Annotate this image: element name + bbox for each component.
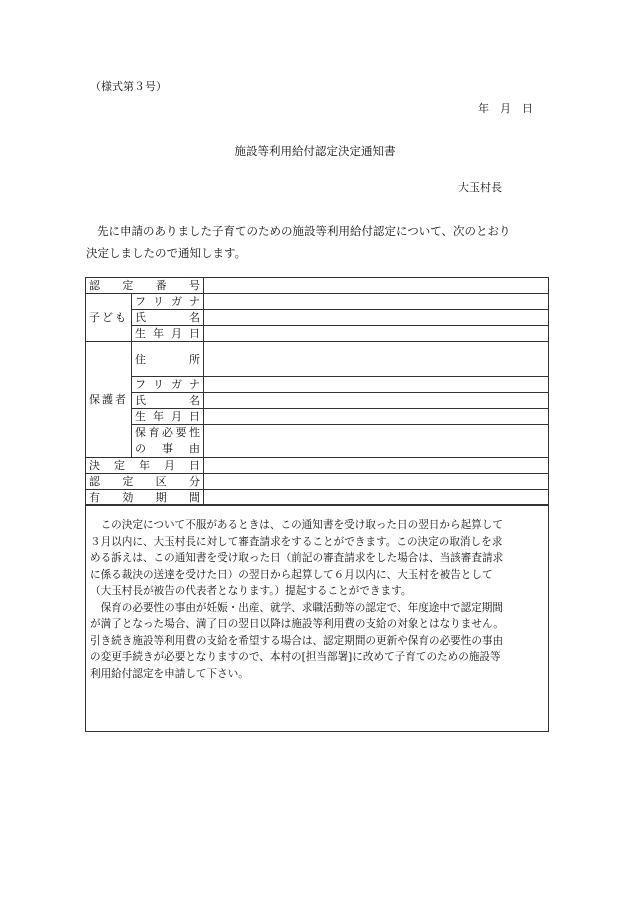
notice-line: この決定について不服があるときは、この通知書を受け取った日の翌日から起算して [90,519,503,531]
notice-line: 利用給付認定を申請して下さい。 [90,667,249,680]
label-validity-period: 有 効 期 間 [86,490,204,506]
notice-line: に係る裁決の送達を受けた日）の翌日から起算して６月以内に、大玉村を被告として [90,568,493,581]
value-cert-category[interactable] [204,474,549,490]
notice-line: の変更手続きが必要となりますので、本村の[担当部署]に改めて子育てのための施設等 [90,651,501,663]
value-child-furigana[interactable] [204,294,549,310]
row-guardian-furigana [86,377,549,393]
label-cert-number: 認 定 番 号 [86,278,204,294]
value-decision-date[interactable] [204,458,549,474]
value-child-birthdate[interactable] [204,326,549,342]
label-child-name: 氏 名 [132,310,204,326]
notice-line: （大玉村長が被告の代表者となります。）提起することができます。 [90,585,412,597]
value-guardian-name[interactable] [204,393,549,409]
row-cert-number [86,278,549,294]
label-guardian-address: 住 所 [132,342,204,377]
row-guardian-address [86,342,549,377]
notice-line: 保育の必要性の事由が妊娠・出産、就学、求職活動等の認定で、年度途中で認定期間 [90,601,503,614]
row-child-furigana [86,294,549,310]
value-cert-number[interactable] [204,278,549,294]
document-title: 施設等利用給付認定決定通知書 [234,144,396,158]
label-guardian-birthdate: 生 年 月 日 [132,409,204,425]
issuer: 大玉村長 [458,181,502,194]
value-guardian-furigana[interactable] [204,377,549,393]
notice-text [90,517,546,682]
value-guardian-birthdate[interactable] [204,409,549,425]
group-guardian: 保護者 [86,342,132,458]
notice-line: 引き続き施設等利用費の支給を希望する場合は、認定期間の更新や保育の必要性の事由 [90,634,504,647]
label-decision-date: 決 定 年 月 日 [86,458,204,474]
date-line: 年 月 日 [478,102,533,115]
row-guardian-reason [86,425,549,458]
notice-box [85,504,549,732]
value-child-name[interactable] [204,310,549,326]
label-guardian-reason: 保 育 必 要 性 の 事 由 [132,425,204,458]
notice-line: が満了となった場合、満了日の翌日以降は施設等利用費の支給の対象とはなりません。 [90,618,504,630]
value-guardian-reason[interactable] [204,425,549,458]
row-child-birthdate [86,326,549,342]
label-guardian-name: 氏 名 [132,393,204,409]
label-guardian-furigana: フ リ ガ ナ [132,377,204,393]
label-cert-category: 認 定 区 分 [86,474,204,490]
notice-line: める訴えは、この通知書を受け取った日（前記の審査請求をした場合は、当該審査請求 [90,552,504,564]
certification-table [85,277,549,506]
intro-line-2: 決定しましたので通知します。 [86,246,247,260]
row-child-name [86,310,549,326]
row-guardian-birthdate [86,409,549,425]
row-cert-category [86,474,549,490]
value-guardian-address[interactable] [204,342,549,377]
label-child-birthdate: 生 年 月 日 [132,326,204,342]
row-guardian-name [86,393,549,409]
notice-line: ３月以内に、大玉村長に対して審査請求をすることができます。この決定の取消しを求 [90,535,503,548]
intro-line-1: 先に申請のありました子育てのための施設等利用給付認定について、次のとおり [97,224,511,238]
group-child: 子ども [86,294,132,342]
intro-text [86,220,550,264]
label-child-furigana: フ リ ガ ナ [132,294,204,310]
form-number: （様式第３号） [90,80,167,93]
row-decision-date [86,458,549,474]
